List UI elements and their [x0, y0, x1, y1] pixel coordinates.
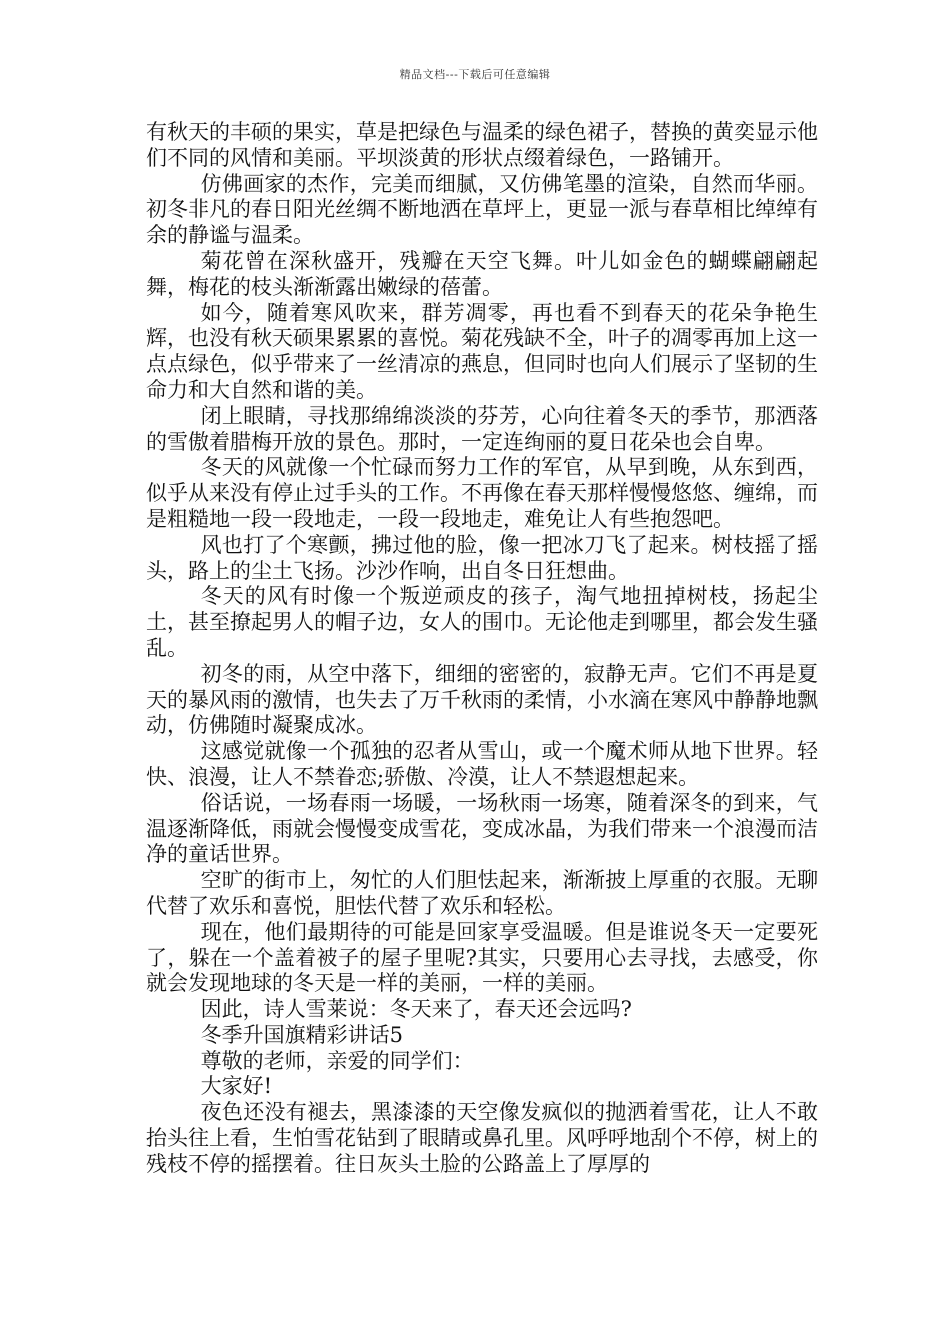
salutation: 尊敬的老师，亲爱的同学们：	[200, 1048, 474, 1073]
paragraph: 有秋天的丰硕的果实，草是把绿色与温柔的绿色裙子，替换的黄奕显示他们不同的风情和美丽。平坝淡黄的形状点缀着绿色，一路铺开。	[146, 120, 818, 170]
document-body	[146, 120, 818, 1178]
paragraph: 仿佛画家的杰作，完美而细腻，又仿佛笔墨的渲染，自然而华丽。初冬非凡的春日阳光丝绸不断地洒在草坪上，更显一派与春草相比绰绰有余的静谧与温柔。	[146, 171, 818, 248]
paragraph: 初冬的雨，从空中落下，细细的密密的，寂静无声。它们不再是夏天的暴风雨的激情，也失去了万千秋雨的柔情，小水滴在寒风中静静地飘动，仿佛随时凝聚成冰。	[146, 661, 818, 738]
paragraph: 空旷的街市上，匆忙的人们胆怯起来，渐渐披上厚重的衣服。无聊代替了欢乐和喜悦，胆怯代替了欢乐和轻松。	[146, 868, 818, 918]
section-heading: 冬季升国旗精彩讲话5	[200, 1022, 403, 1047]
paragraph: 闭上眼睛，寻找那绵绵淡淡的芬芳，心向往着冬天的季节，那洒落的雪傲着腊梅开放的景色。那时，一定连绚丽的夏日花朵也会自卑。	[146, 403, 818, 454]
paragraph: 夜色还没有褪去，黑漆漆的天空像发疯似的抛洒着雪花，让人不敢抬头往上看，生怕雪花钻到了眼睛或鼻孔里。风呼呼地刮个不停，树上的残枝不停的摇摆着。往日灰头土脸的公路盖上了厚厚的	[146, 1100, 818, 1176]
paragraph: 如今，随着寒风吹来，群芳凋零，再也看不到春天的花朵争艳生辉，也没有秋天硕果累累的喜悦。菊花残缺不全，叶子的凋零再加上这一点点绿色，似乎带来了一丝清凉的燕息，但同时也向人们展示了坚韧的生命力和大自然和谐的美。	[146, 300, 818, 402]
paragraph: 现在，他们最期待的可能是回家享受温暖。但是谁说冬天一定要死了，躲在一个盖着被子的屋子里呢?其实，只要用心去寻找，去感受，你就会发现地球的冬天是一样的美丽，一样的美丽。	[146, 919, 818, 996]
paragraph: 风也打了个寒颤，拂过他的脸，像一把冰刀飞了起来。树枝摇了摇头，路上的尘土飞扬。沙沙作响，出自冬日狂想曲。	[146, 532, 818, 583]
greeting: 大家好!	[200, 1074, 273, 1099]
paragraph: 俗话说，一场春雨一场暖，一场秋雨一场寒，随着深冬的到来，气温逐渐降低，雨就会慢慢变成雪花，变成冰晶，为我们带来一个浪漫而洁净的童话世界。	[146, 790, 818, 867]
paragraph: 冬天的风有时像一个叛逆顽皮的孩子，淘气地扭掉树枝，扬起尘土，甚至撩起男人的帽子边，女人的围巾。无论他走到哪里，都会发生骚乱。	[146, 584, 818, 660]
paragraph: 冬天的风就像一个忙碌而努力工作的军官，从早到晚，从东到西，似乎从来没有停止过手头的工作。不再像在春天那样慢慢悠悠、缠绵，而是粗糙地一段一段地走，一段一段地走，难免让人有些抱怨吧。	[146, 455, 818, 531]
page-header: 精品文档---下载后可任意编辑	[399, 68, 551, 81]
paragraph: 因此，诗人雪莱说：冬天来了，春天还会远吗?	[200, 997, 632, 1022]
paragraph: 这感觉就像一个孤独的忍者从雪山，或一个魔术师从地下世界。轻快、浪漫，让人不禁眷恋;骄傲、冷漠，让人不禁遐想起来。	[146, 739, 818, 789]
paragraph: 菊花曾在深秋盛开，残瓣在天空飞舞。叶儿如金色的蝴蝶翩翩起舞，梅花的枝头渐渐露出嫩绿的蓓蕾。	[146, 248, 818, 299]
